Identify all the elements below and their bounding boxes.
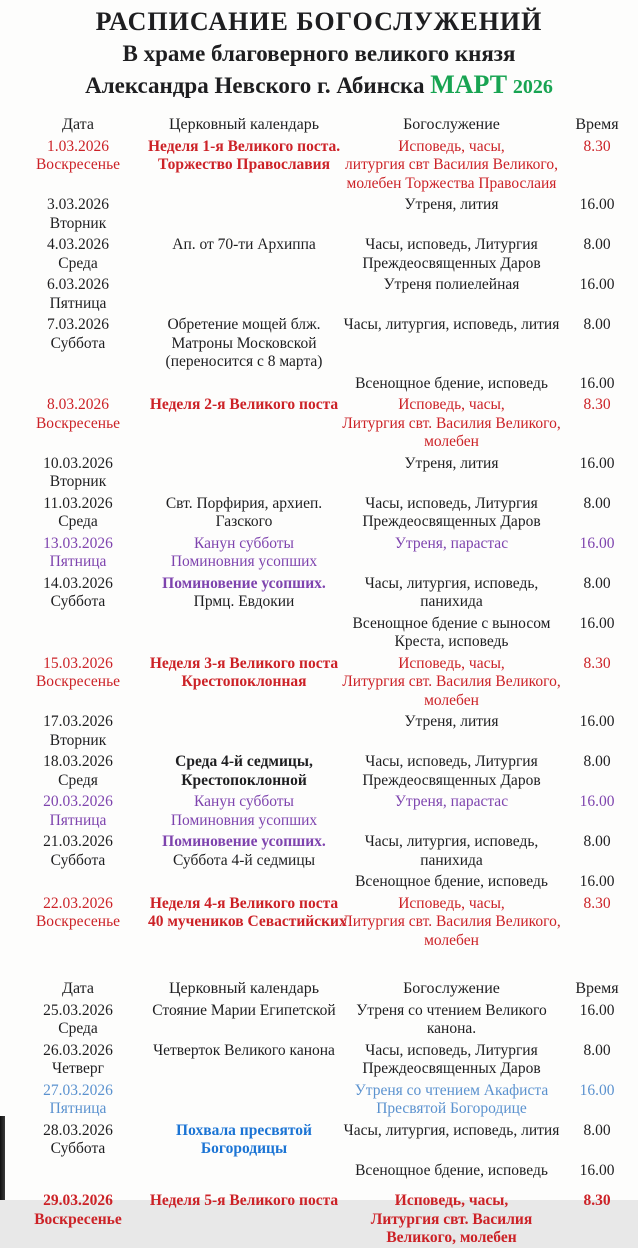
date-cell xyxy=(8,1082,148,1119)
table-row xyxy=(8,1192,638,1248)
page-title: РАСПИСАНИЕ БОГОСЛУЖЕНИЙ xyxy=(95,7,543,36)
text-line: Утреня со чтением Акафиста xyxy=(354,1081,549,1099)
table-row xyxy=(8,753,638,790)
time-cell xyxy=(563,495,631,514)
date-cell xyxy=(8,833,148,870)
table-row xyxy=(8,895,638,951)
text-line: Литургия свт. Василия Великого, xyxy=(342,414,561,432)
text-line: Часы, литургия, исповедь, лития xyxy=(343,1121,560,1139)
text-line: 10.03.2026 xyxy=(43,454,113,472)
service-cell xyxy=(340,895,563,951)
table-header-row xyxy=(8,980,638,999)
text-line: Неделя 1-я Великого поста. xyxy=(148,137,341,155)
text-line: 40 мучеников Севастийских xyxy=(148,913,347,930)
text-line: Преждеосвященных Даров xyxy=(362,254,541,272)
table-row xyxy=(8,455,638,492)
text-line: 3.03.2026 xyxy=(47,196,109,213)
time-cell xyxy=(563,396,631,415)
calendar-cell xyxy=(148,138,340,175)
text-line: 1.03.2026 xyxy=(47,137,109,155)
text-line: Поминовение усопших. xyxy=(162,574,326,592)
date-cell xyxy=(8,793,148,830)
date-cell xyxy=(8,138,148,175)
text-line: Среда xyxy=(58,513,98,530)
text-line: Воскресенье xyxy=(35,156,121,173)
text-line: Утреня, лития xyxy=(404,713,499,730)
text-line: Литургия свт. Василия Великого, xyxy=(342,673,561,690)
text-line: Исповедь, часы, xyxy=(398,654,505,672)
time-cell xyxy=(563,753,631,772)
table-row xyxy=(8,396,638,452)
time-cell xyxy=(563,793,631,812)
date-cell xyxy=(8,396,148,433)
text-line: Великого, молебен xyxy=(386,1229,517,1246)
text-line: молебен xyxy=(424,691,479,709)
text-line: Канун субботы xyxy=(194,534,294,552)
text-line: Суббота xyxy=(50,851,106,869)
text-line: Часы, исповедь, Литургия xyxy=(365,753,538,770)
text-line: 8.00 xyxy=(583,574,611,592)
table-row xyxy=(8,1162,638,1181)
service-cell xyxy=(340,575,563,612)
calendar-cell xyxy=(148,753,340,790)
col-header-date: Дата xyxy=(62,980,94,997)
text-line: 4.03.2026 xyxy=(47,236,109,253)
text-line: Суббота xyxy=(50,593,106,610)
text-line: 8.30 xyxy=(583,894,611,912)
text-line: Исповедь, часы, xyxy=(394,1192,509,1209)
text-line: 8.00 xyxy=(583,494,611,512)
title-subtitle-2 xyxy=(0,69,638,103)
text-line: молебен xyxy=(424,433,479,450)
date-cell xyxy=(8,495,148,532)
col-header-calendar: Церковный календарь xyxy=(168,116,319,133)
table-row xyxy=(8,236,638,273)
date-cell xyxy=(8,1042,148,1079)
text-line: Часы, исповедь, Литургия xyxy=(365,1041,538,1059)
text-line: 17.03.2026 xyxy=(43,713,113,730)
date-cell xyxy=(8,236,148,273)
text-line: Обретение мощей блж. xyxy=(167,316,321,333)
text-line: Суббота xyxy=(50,334,106,352)
title-block xyxy=(0,0,638,103)
text-line: 25.03.2026 xyxy=(43,1001,113,1019)
text-line: Богородицы xyxy=(200,1140,288,1157)
text-line: Часы, литургия, исповедь, xyxy=(364,574,539,592)
service-cell xyxy=(340,713,563,732)
service-cell xyxy=(340,1002,563,1039)
time-cell xyxy=(563,1042,631,1061)
text-line: Утреня полиелейная xyxy=(383,276,520,293)
calendar-cell xyxy=(148,1002,340,1021)
text-line: Среда xyxy=(58,254,98,272)
calendar-cell xyxy=(148,396,340,415)
text-line: молебен Торжества Правослаия xyxy=(346,174,557,192)
date-cell xyxy=(8,316,148,353)
text-line: Крестопоклонная xyxy=(181,673,307,690)
text-line: панихида xyxy=(420,851,483,869)
text-line: 22.03.2026 xyxy=(43,894,113,912)
text-line: 21.03.2026 xyxy=(43,833,113,850)
text-line: 8.30 xyxy=(583,137,611,155)
time-cell xyxy=(563,655,631,674)
text-line: Поминовение усопших. xyxy=(162,833,326,850)
table-row xyxy=(8,196,638,233)
text-line: Часы, исповедь, Литургия xyxy=(365,236,538,253)
date-cell xyxy=(8,655,148,692)
col-header-date: Дата xyxy=(62,116,94,133)
date-cell xyxy=(8,753,148,790)
time-cell xyxy=(563,615,631,634)
calendar-cell xyxy=(148,655,340,692)
text-line: Четверток Великого канона xyxy=(153,1041,335,1059)
text-line: Среда 4-й седмицы, xyxy=(175,753,313,770)
text-line: Пятница xyxy=(49,811,107,829)
service-cell xyxy=(340,873,563,892)
text-line: 6.03.2026 xyxy=(47,276,109,293)
service-cell xyxy=(340,1122,563,1141)
time-cell xyxy=(563,1122,631,1141)
service-cell xyxy=(340,655,563,711)
text-line: 16.00 xyxy=(579,1161,615,1179)
calendar-cell xyxy=(148,894,347,932)
text-line: Поминовния усопших xyxy=(170,811,318,829)
time-cell xyxy=(563,316,631,335)
month-label: МАРТ xyxy=(430,70,508,99)
time-cell xyxy=(563,575,631,594)
text-line: Преждеосвященных Даров xyxy=(362,771,541,789)
text-line: Исповедь, часы, xyxy=(398,396,505,413)
text-line: (переносится с 8 марта) xyxy=(165,353,323,370)
time-cell xyxy=(563,196,631,215)
text-line: 27.03.2026 xyxy=(43,1081,113,1099)
service-cell xyxy=(340,1192,563,1248)
text-line: 8.30 xyxy=(583,1192,611,1209)
text-line: 26.03.2026 xyxy=(43,1041,113,1059)
table-row xyxy=(8,495,638,532)
text-line: Утреня, лития xyxy=(404,196,499,213)
service-cell xyxy=(340,375,563,394)
text-line: Пресвятой Богородице xyxy=(376,1100,527,1117)
service-cell xyxy=(340,1162,563,1181)
table-row xyxy=(8,1042,638,1079)
text-line: 16.00 xyxy=(579,1081,615,1099)
text-line: 8.30 xyxy=(583,396,611,413)
text-line: Торжество Православия xyxy=(158,156,330,173)
table-row xyxy=(8,873,638,892)
date-cell xyxy=(8,1122,148,1159)
service-cell xyxy=(340,1082,563,1119)
text-line: 16.00 xyxy=(579,713,615,730)
text-line: Преждеосвященных Даров xyxy=(362,1060,541,1077)
text-line: Неделя 4-я Великого поста xyxy=(149,894,339,912)
time-cell xyxy=(563,375,631,394)
text-line: молебен xyxy=(424,931,479,949)
table-row xyxy=(8,375,638,394)
table-row xyxy=(8,575,638,612)
text-line: Суббота xyxy=(50,1140,106,1157)
text-line: 16.00 xyxy=(579,454,615,472)
text-line: 8.00 xyxy=(583,236,611,253)
col-header-service: Богослужение xyxy=(403,116,500,133)
calendar-cell xyxy=(148,793,340,830)
col-header-time: Время xyxy=(575,980,619,997)
text-line: Пятница xyxy=(49,553,107,570)
text-line: канона. xyxy=(426,1020,477,1037)
text-line: 8.00 xyxy=(583,316,611,333)
service-cell xyxy=(340,316,563,335)
text-line: Поминовния усопших xyxy=(170,553,318,570)
text-line: 8.00 xyxy=(583,1121,611,1139)
text-line: Всенощное бдение, исповедь xyxy=(355,1161,548,1179)
text-line: Воскресенье xyxy=(35,913,121,930)
text-line: Неделя 3-я Великого поста xyxy=(149,654,339,672)
time-cell xyxy=(563,236,631,255)
calendar-cell xyxy=(148,1122,340,1159)
text-line: Часы, литургия, исповедь, xyxy=(364,833,539,850)
date-cell xyxy=(8,895,148,932)
text-line: Матроны Московской xyxy=(171,334,317,352)
text-line: 14.03.2026 xyxy=(43,574,113,592)
table-row xyxy=(8,1082,638,1119)
text-line: 13.03.2026 xyxy=(43,534,113,552)
text-line: 16.00 xyxy=(579,534,615,552)
text-line: 16.00 xyxy=(579,614,615,632)
text-line: 8.00 xyxy=(583,753,611,770)
text-line: Литургия свт. Василия Великого, xyxy=(342,913,561,930)
table-row xyxy=(8,316,638,372)
text-line: Среда xyxy=(58,1020,98,1037)
schedule-table xyxy=(0,116,638,1248)
text-line: 16.00 xyxy=(579,873,615,890)
text-line: Неделя 5-я Великого поста xyxy=(149,1192,339,1209)
text-line: Суббота 4-й седмицы xyxy=(172,851,316,869)
text-line: Крестопоклонной xyxy=(181,771,307,789)
time-cell xyxy=(563,713,631,732)
text-line: 7.03.2026 xyxy=(47,316,109,333)
text-line: Утреня со чтением Великого xyxy=(356,1001,547,1019)
text-line: Утреня, лития xyxy=(404,454,499,472)
text-line: Утреня, парастас xyxy=(394,793,509,810)
calendar-cell xyxy=(148,535,340,572)
text-line: 20.03.2026 xyxy=(43,793,113,810)
col-header-calendar: Церковный календарь xyxy=(168,980,319,997)
table-row xyxy=(8,713,638,750)
service-cell xyxy=(340,455,563,474)
text-line: Канун субботы xyxy=(194,793,294,810)
text-line: панихида xyxy=(420,593,483,610)
date-cell xyxy=(8,276,148,313)
date-cell xyxy=(8,1002,148,1039)
text-line: Часы, литургия, исповедь, лития xyxy=(343,316,560,333)
text-line: Утреня, парастас xyxy=(394,534,509,552)
text-line: Воскресенье xyxy=(35,414,121,432)
calendar-cell xyxy=(148,833,340,870)
text-line: 29.03.2026 xyxy=(43,1192,113,1209)
text-line: Четверг xyxy=(52,1060,104,1077)
text-line: Ап. от 70-ти Архиппа xyxy=(172,236,316,253)
date-cell xyxy=(8,535,148,572)
text-line: 8.30 xyxy=(583,654,611,672)
text-line: Вторник xyxy=(49,214,107,232)
time-cell xyxy=(563,895,631,914)
service-cell xyxy=(340,495,563,532)
text-line: Средя xyxy=(58,771,98,789)
text-line: 16.00 xyxy=(579,196,615,213)
service-cell xyxy=(340,793,563,812)
calendar-cell xyxy=(148,495,340,532)
table-row xyxy=(8,535,638,572)
col-header-time: Время xyxy=(575,116,619,133)
calendar-cell xyxy=(148,575,340,612)
table-row xyxy=(8,138,638,194)
text-line: Пятница xyxy=(49,1100,107,1117)
text-line: 11.03.2026 xyxy=(43,494,113,512)
calendar-cell xyxy=(148,1042,340,1061)
service-cell xyxy=(340,236,563,273)
text-line: Свт. Порфирия, архиеп. xyxy=(165,494,323,512)
service-cell xyxy=(340,833,563,870)
service-cell xyxy=(340,396,563,452)
calendar-cell xyxy=(148,1192,340,1211)
service-cell xyxy=(340,276,563,295)
text-line: 8.03.2026 xyxy=(47,396,109,413)
text-line: Вторник xyxy=(49,473,107,490)
text-line: 16.00 xyxy=(579,793,615,810)
time-cell xyxy=(563,535,631,554)
date-cell xyxy=(8,455,148,492)
time-cell xyxy=(563,1162,631,1181)
date-cell xyxy=(8,575,148,612)
time-cell xyxy=(563,833,631,852)
text-line: Креста, исповедь xyxy=(394,633,509,650)
table-row xyxy=(8,276,638,313)
service-cell xyxy=(340,753,563,790)
text-line: Всенощное бдение с выносом xyxy=(352,614,551,632)
text-line: Литургия свт. Василия xyxy=(370,1210,533,1228)
col-header-service: Богослужение xyxy=(403,980,500,997)
text-line: 16.00 xyxy=(579,374,615,392)
service-cell xyxy=(340,615,563,652)
text-line: Исповедь, часы, xyxy=(398,137,505,155)
text-line: Воскресенье xyxy=(35,673,121,690)
text-line: Преждеосвященных Даров xyxy=(362,513,541,530)
service-cell xyxy=(340,535,563,554)
text-line: 8.00 xyxy=(583,833,611,850)
date-cell xyxy=(8,713,148,750)
text-line: Газского xyxy=(215,513,273,530)
table-header-row xyxy=(8,116,638,135)
time-cell xyxy=(563,455,631,474)
time-cell xyxy=(563,1082,631,1101)
table-row xyxy=(8,1002,638,1039)
text-line: Часы, исповедь, Литургия xyxy=(365,494,538,512)
time-cell xyxy=(563,1192,631,1211)
text-line: Воскресенье xyxy=(34,1210,122,1228)
text-line: Вторник xyxy=(49,731,107,749)
text-line: 16.00 xyxy=(579,276,615,293)
text-line: литургия свт Василия Великого, xyxy=(345,156,558,173)
text-line: 18.03.2026 xyxy=(43,753,113,770)
time-cell xyxy=(563,873,631,892)
text-line: Похвала пресвятой xyxy=(176,1121,312,1139)
calendar-cell xyxy=(148,236,340,255)
table-row xyxy=(8,833,638,870)
time-cell xyxy=(563,138,631,157)
text-line: 16.00 xyxy=(579,1001,615,1019)
service-cell xyxy=(340,196,563,215)
text-line: Исповедь, часы, xyxy=(398,894,505,912)
year-label: 2026 xyxy=(512,76,553,98)
text-line: Прмц. Евдокии xyxy=(193,593,295,610)
text-line: 15.03.2026 xyxy=(43,654,113,672)
scan-edge-artifact xyxy=(0,1116,5,1200)
date-cell xyxy=(8,1192,148,1229)
table-row xyxy=(8,1122,638,1159)
text-line: Всенощное бдение, исповедь xyxy=(355,873,548,890)
table-row xyxy=(8,655,638,711)
time-cell xyxy=(563,1002,631,1021)
service-cell xyxy=(340,1042,563,1079)
table-row xyxy=(8,615,638,652)
table-row xyxy=(8,793,638,830)
text-line: 8.00 xyxy=(583,1041,611,1059)
service-cell xyxy=(340,138,563,194)
title-subtitle-1: В храме благоверного великого князя xyxy=(122,41,516,66)
text-line: Стояние Марии Египетской xyxy=(152,1001,336,1019)
calendar-cell xyxy=(148,316,340,372)
text-line: Всенощное бдение, исповедь xyxy=(355,374,548,392)
time-cell xyxy=(563,276,631,295)
text-line: Пятница xyxy=(49,294,107,312)
text-line: 28.03.2026 xyxy=(43,1121,113,1139)
date-cell xyxy=(8,196,148,233)
text-line: Неделя 2-я Великого поста xyxy=(149,396,339,413)
church-name: Александра Невского г. Абинска xyxy=(85,73,425,98)
